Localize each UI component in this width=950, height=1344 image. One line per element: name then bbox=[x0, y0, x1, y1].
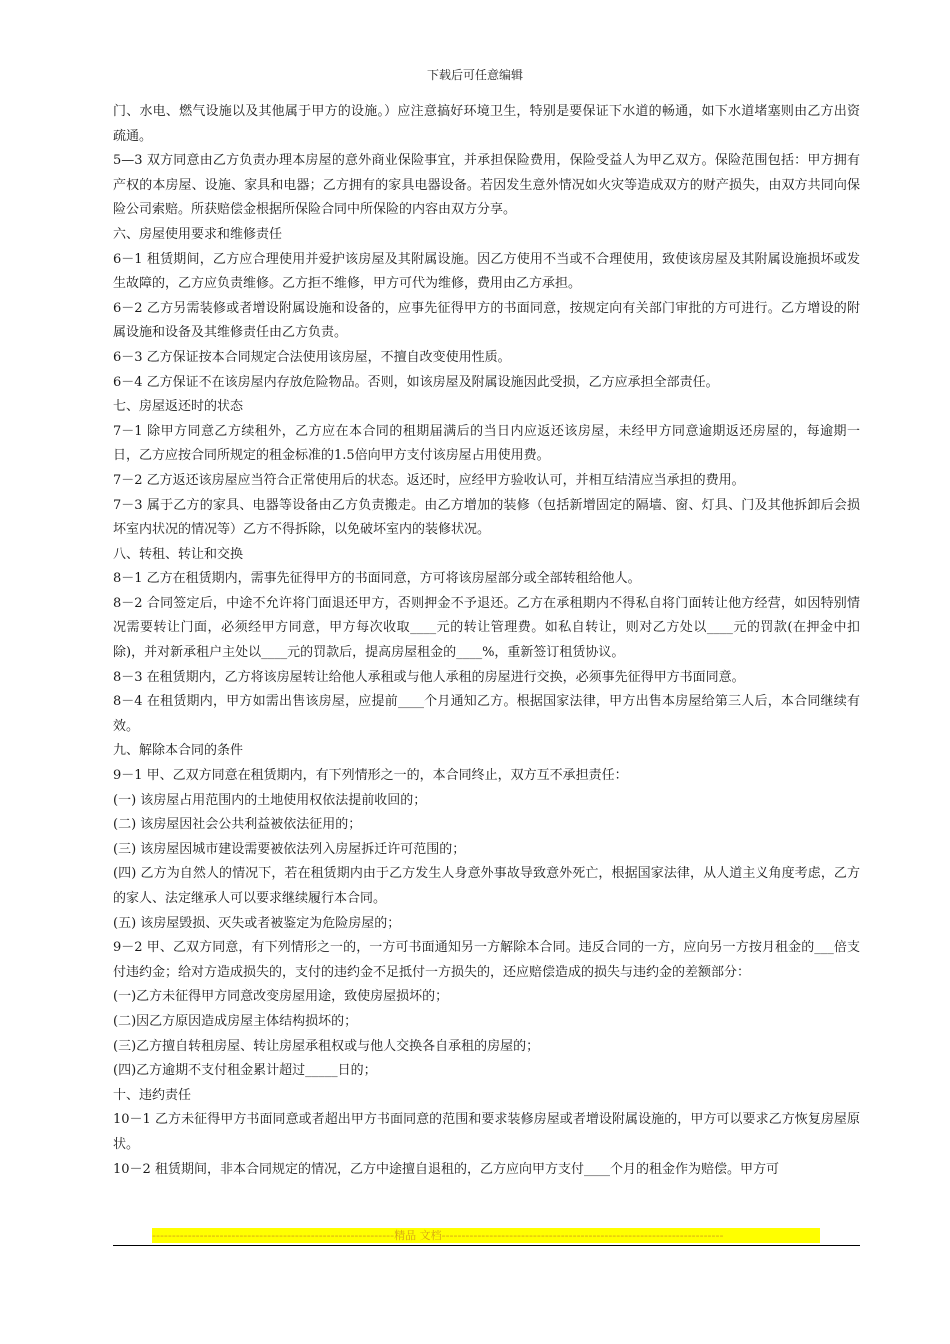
list-item: (一) 该房屋占用范围内的土地使用权依法提前收回的； bbox=[113, 792, 427, 808]
paragraph: 6－4 乙方保证不在该房屋内存放危险物品。否则，如该房屋及附属设施因此受损，乙方应承担全部责任。 bbox=[113, 374, 719, 390]
list-item: (二) 该房屋因社会公共利益被依法征用的； bbox=[113, 817, 362, 833]
paragraph: 6－3 乙方保证按本合同规定合法使用该房屋，不擅自改变使用性质。 bbox=[113, 349, 511, 365]
page-header: 下载后可任意编辑 bbox=[426, 68, 523, 82]
section-heading: 六、房屋使用要求和维修责任 bbox=[113, 226, 283, 242]
paragraph: 6－1 租赁期间，乙方应合理使用并爱护该房屋及其附属设施。因乙方使用不当或不合理使用，致使该房屋及其附属设施损坏或发生故障的，乙方应负责维修。乙方拒不维修，甲方可代为维修，费用由乙方承担。 bbox=[113, 251, 860, 292]
section-heading: 九、解除本合同的条件 bbox=[113, 743, 244, 759]
list-item: (五) 该房屋毁损、灭失或者被鉴定为危险房屋的； bbox=[113, 915, 401, 931]
list-item: (四)乙方逾期不支付租金累计超过_____日的； bbox=[113, 1063, 377, 1079]
paragraph: 8－3 在租赁期内，乙方将该房屋转让给他人承租或与他人承租的房屋进行交换，必须事先征得甲方书面同意。 bbox=[113, 669, 745, 685]
paragraph: 7－2 乙方返还该房屋应当符合正常使用后的状态。返还时，应经甲方验收认可，并相互结清应当承担的费用。 bbox=[113, 472, 745, 488]
list-item: (一)乙方未征得甲方同意改变房屋用途，致使房屋损坏的； bbox=[113, 989, 449, 1005]
paragraph: 8－2 合同签定后，中途不允许将门面退还甲方，否则押金不予退还。乙方在承租期内不得私自将门面转让他方经营，如因特别情况需要转让门面，必须经甲方同意，甲方每次收取____元的转让管理费。如私自转让，则对乙方处以____元的罚款(在押金中扣除)，并对新承租户主处以____元的罚款后，提高房屋租金的____%，重新签订租赁协议。 bbox=[113, 595, 860, 661]
paragraph: 8－4 在租赁期内，甲方如需出售该房屋，应提前____个月通知乙方。根据国家法律，甲方出售本房屋给第三人后，本合同继续有效。 bbox=[113, 694, 860, 734]
paragraph: 6－2 乙方另需装修或者增设附属设施和设备的，应事先征得甲方的书面同意，按规定向有关部门审批的方可进行。乙方增设的附属设施和设备及其维修责任由乙方负责。 bbox=[113, 300, 860, 341]
footer-banner: -------------------------------------------------------------精品 文档----------------------------------------------------------------------- bbox=[152, 1228, 820, 1243]
section-heading: 八、转租、转让和交换 bbox=[113, 546, 244, 562]
paragraph: 9－2 甲、乙双方同意，有下列情形之一的，一方可书面通知另一方解除本合同。违反合同的一方，应向另一方按月租金的___倍支付违约金；给对方造成损失的，支付的违约金不足抵付一方损失的，还应赔偿造成的损失与违约金的差额部分： bbox=[113, 940, 860, 980]
paragraph: 7－3 属于乙方的家具、电器等设备由乙方负责搬走。由乙方增加的装修（包括新增固定的隔墙、窗、灯具、门及其他拆卸后会损坏室内状况的情况等）乙方不得拆除，以免破坏室内的装修状况。 bbox=[113, 497, 860, 538]
list-item: (三) 该房屋因城市建设需要被依法列入房屋拆迁许可范围的； bbox=[113, 841, 466, 857]
footer-divider bbox=[113, 1245, 860, 1246]
paragraph: 7－1 除甲方同意乙方续租外，乙方应在本合同的租期届满后的当日内应返还该房屋，未经甲方同意逾期返还房屋的，每逾期一日，乙方应按合同所规定的租金标准的1.5倍向甲方支付该房屋占用使用费。 bbox=[113, 423, 860, 464]
paragraph: 5—3 双方同意由乙方负责办理本房屋的意外商业保险事宜，并承担保险费用，保险受益人为甲乙双方。保险范围包括：甲方拥有产权的本房屋、设施、家具和电器；乙方拥有的家具电器设备。若因发生意外情况如火灾等造成双方的财产损失，由双方共同向保险公司索赔。所获赔偿金根据所保险合同中所保险的内容由双方分享。 bbox=[113, 153, 860, 218]
list-item: (三)乙方擅自转租房屋、转让房屋承租权或与他人交换各自承租的房屋的； bbox=[113, 1038, 540, 1054]
paragraph: 10－2 租赁期间，非本合同规定的情况，乙方中途擅自退租的，乙方应向甲方支付____个月的租金作为赔偿。甲方可 bbox=[113, 1161, 779, 1177]
paragraph: 8－1 乙方在租赁期内，需事先征得甲方的书面同意，方可将该房屋部分或全部转租给他人。 bbox=[113, 571, 641, 587]
list-item: (四) 乙方为自然人的情况下，若在租赁期内由于乙方发生人身意外事故导致意外死亡，根据国家法律，从人道主义角度考虑，乙方的家人、法定继承人可以要求继续履行本合同。 bbox=[113, 866, 860, 906]
section-heading: 十、违约责任 bbox=[113, 1087, 192, 1103]
section-heading: 七、房屋返还时的状态 bbox=[113, 399, 244, 415]
paragraph: 9－1 甲、乙双方同意在租赁期内，有下列情形之一的，本合同终止，双方互不承担责任： bbox=[113, 768, 628, 784]
document-body bbox=[113, 100, 860, 1182]
paragraph: 10－1 乙方未征得甲方书面同意或者超出甲方书面同意的范围和要求装修房屋或者增设附属设施的，甲方可以要求乙方恢复房屋原状。 bbox=[113, 1112, 860, 1152]
list-item: (二)因乙方原因造成房屋主体结构损坏的； bbox=[113, 1013, 358, 1029]
paragraph: 门、水电、燃气设施以及其他属于甲方的设施。）应注意搞好环境卫生，特别是要保证下水道的畅通，如下水道堵塞则由乙方出资疏通。 bbox=[113, 104, 860, 144]
